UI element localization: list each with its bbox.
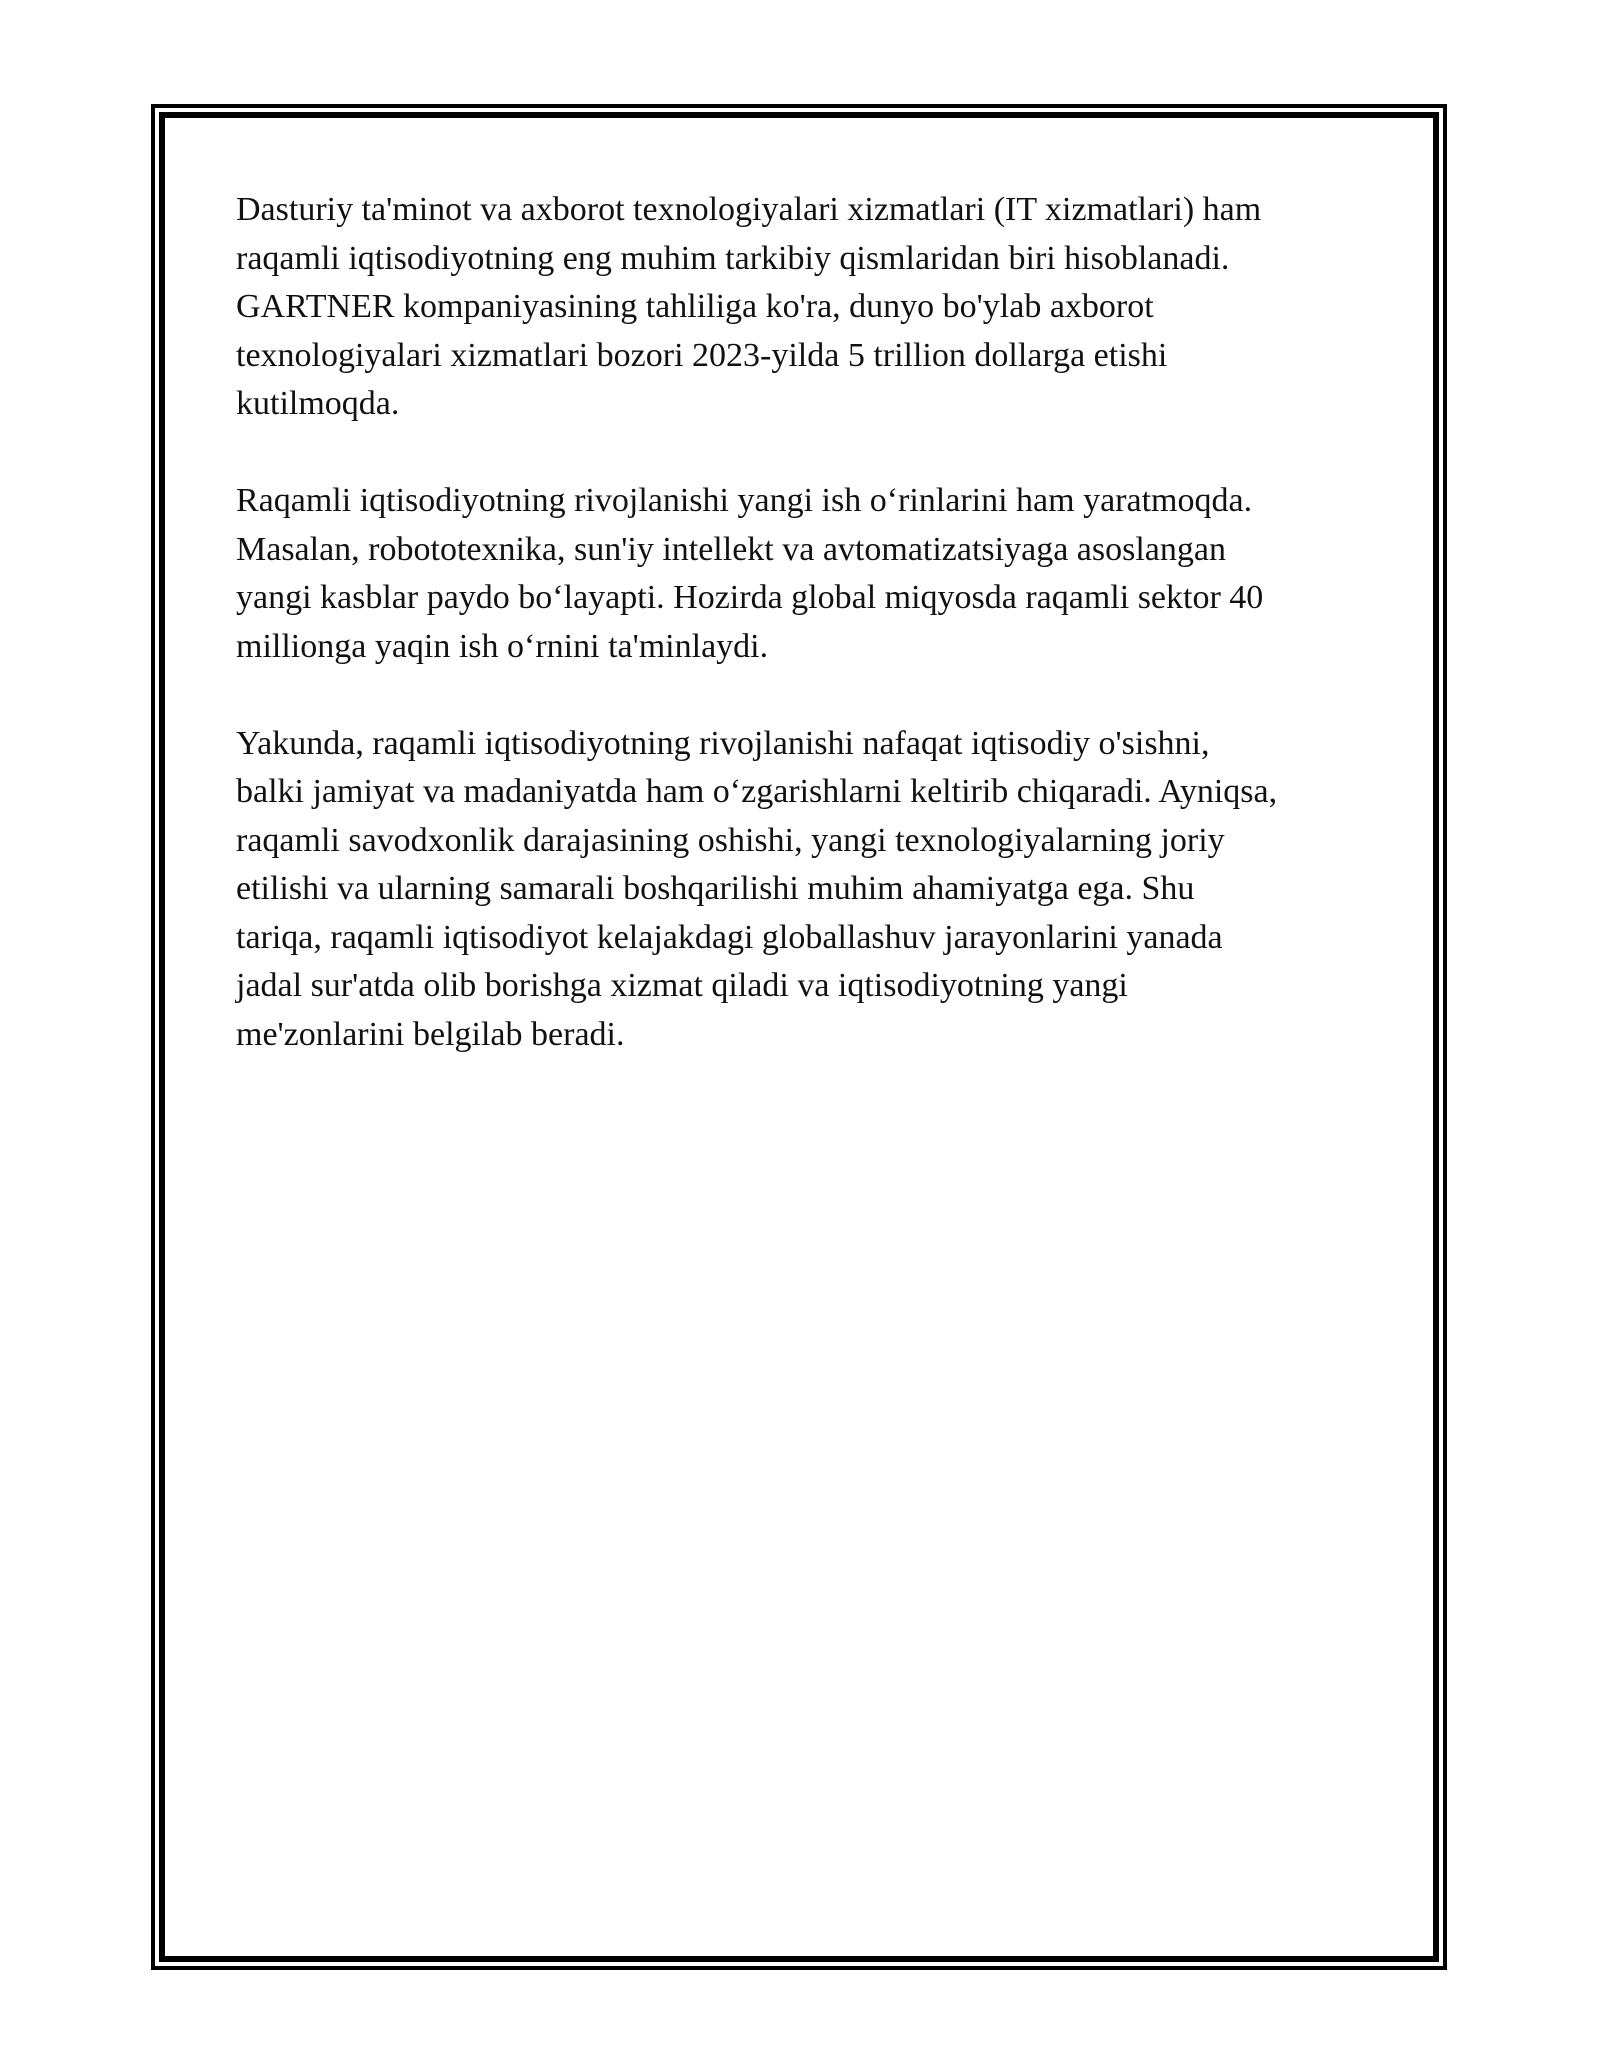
text-line: jadal sur'atda olib borishga xizmat qiladi va iqtisodiyotning yangi [236, 967, 1128, 1004]
text-line: me'zonlarini belgilab beradi. [236, 1015, 625, 1053]
text-line: etilishi va ularning samarali boshqarilishi muhim ahamiyatga ega. Shu [236, 870, 1195, 907]
text-line: yangi kasblar paydo bo‘layapti. Hozirda global miqyosda raqamli sektor 40 [236, 579, 1264, 616]
text-line: Yakunda, raqamli iqtisodiyotning rivojlanishi nafaqat iqtisodiy o'sishni, [236, 724, 1210, 762]
paragraph-2 [236, 477, 1376, 671]
text-line: Raqamli iqtisodiyotning rivojlanishi yangi ish o‘rinlarini ham yaratmoqda. [236, 482, 1253, 519]
text-line: Dasturiy ta'minot va axborot texnologiyalari xizmatlari (IT xizmatlari) ham [236, 191, 1262, 228]
text-line: raqamli savodxonlik darajasining oshishi, yangi texnologiyalarning joriy [236, 821, 1225, 859]
document-body [236, 186, 1376, 1108]
text-line: GARTNER kompaniyasining tahliliga ko'ra, dunyo bo'ylab axborot [236, 288, 1154, 325]
text-line: texnologiyalari xizmatlari bozori 2023-yilda 5 trillion dollarga etishi [236, 336, 1168, 374]
text-line: millionga yaqin ish o‘rnini ta'minlaydi. [236, 627, 769, 665]
paragraph-3 [236, 720, 1376, 1060]
text-line: kutilmoqda. [236, 385, 400, 422]
paragraph-1 [236, 186, 1376, 429]
text-line: raqamli iqtisodiyotning eng muhim tarkibiy qismlaridan biri hisoblanadi. [236, 239, 1230, 277]
text-line: Masalan, robototexnika, sun'iy intellekt va avtomatizatsiyaga asoslangan [236, 530, 1226, 568]
text-line: balki jamiyat va madaniyatda ham o‘zgarishlarni keltirib chiqaradi. Ayniqsa, [236, 773, 1278, 810]
text-line: tariqa, raqamli iqtisodiyot kelajakdagi globallashuv jarayonlarini yanada [236, 918, 1223, 956]
